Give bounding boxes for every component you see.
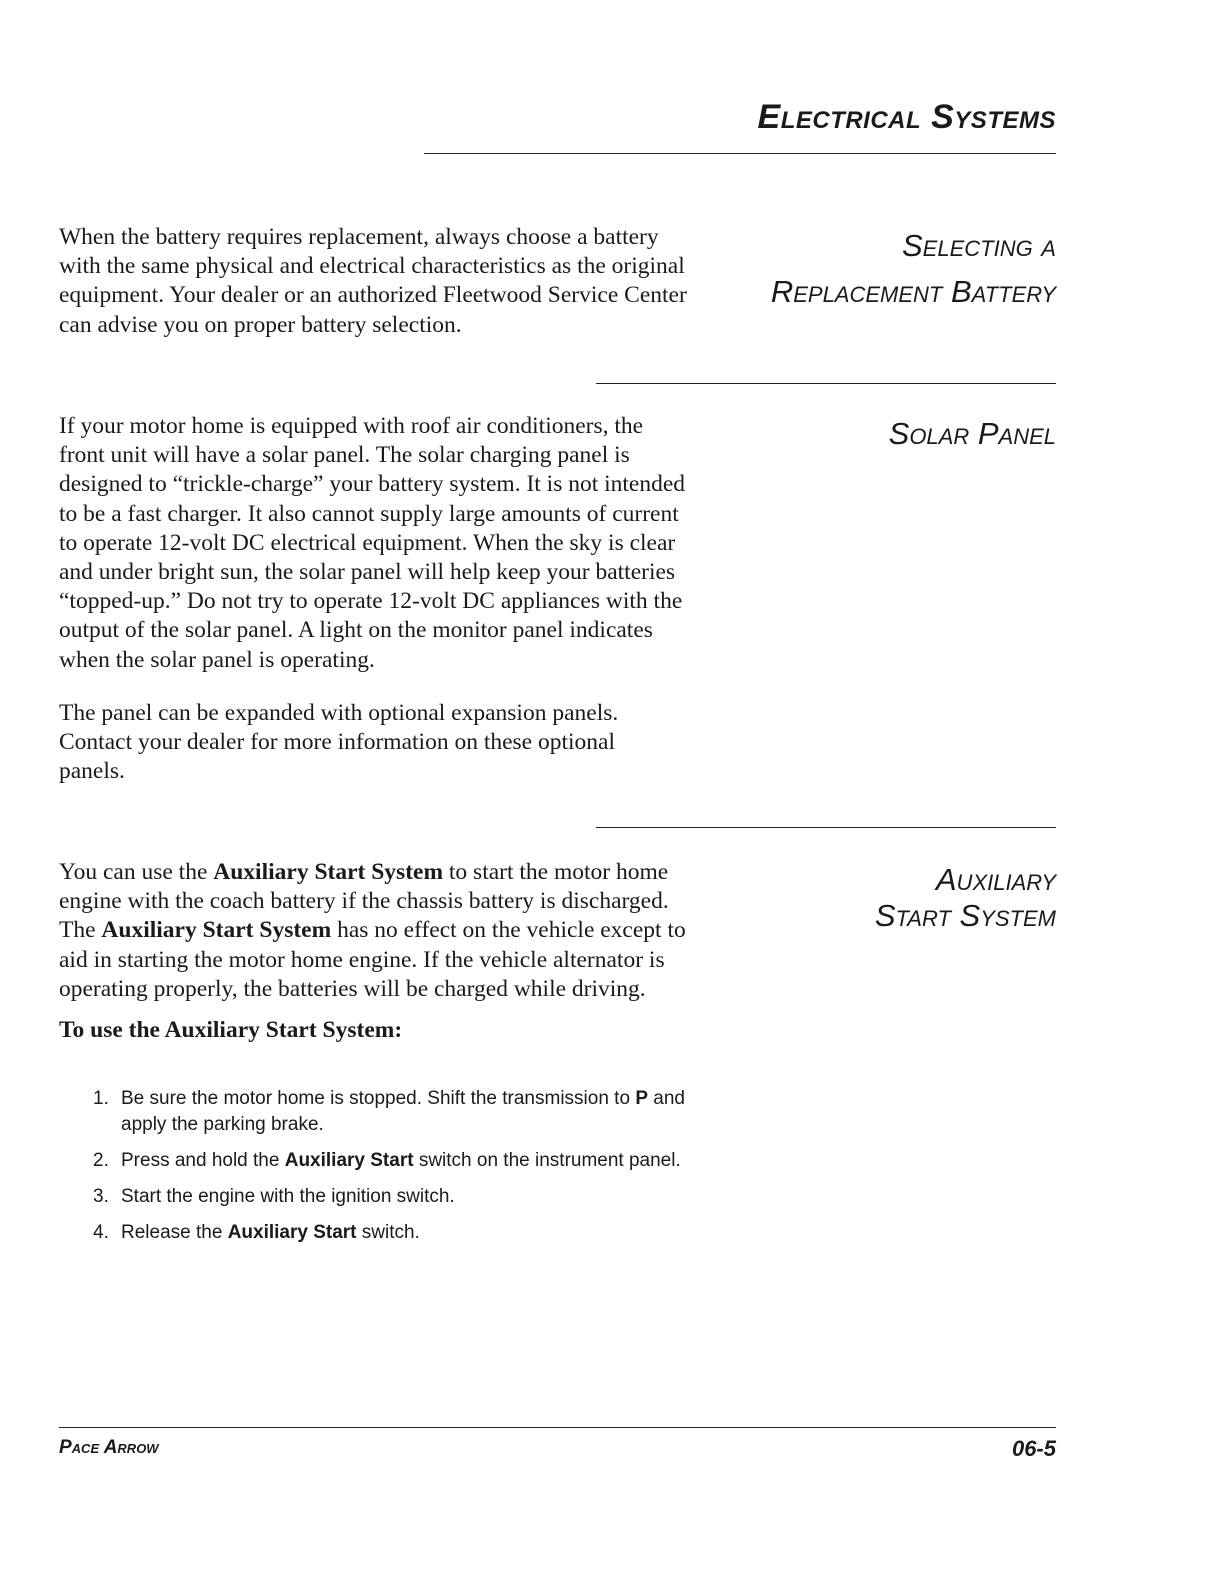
section-divider-2 [596,827,1056,828]
replacement-battery-heading [636,226,1056,312]
auxiliary-start-steps [93,1086,693,1256]
list-item: 2. Press and hold the Auxiliary Start switch on the instrument panel. [93,1150,681,1171]
list-item: 1. Be sure the motor home is stopped. Shift the transmission to P and apply the parking brake. [93,1088,685,1135]
footer-divider [59,1427,1056,1428]
page-title: Electrical Systems [757,98,1056,136]
replacement-battery-heading-line2: Replacement Battery [770,274,1056,309]
replacement-battery-paragraph: When the battery requires replacement, always choose a battery with the same physical and electrical characteristics as the original equipment. Your dealer or an authorized Fleetwood Service Center can advise you on proper battery selection. [59,224,687,338]
section-divider-1 [596,383,1056,384]
auxiliary-start-paragraph: You can use the Auxiliary Start System to start the motor home engine with the coach battery if the chassis battery is discharged. The Auxiliary Start System has no effect on the vehicle except to aid in starting the motor home engine. If the vehicle alternator is operating properly, the batteries will be charged while driving. [59,859,686,1002]
footer-product-name: Pace Arrow [59,1437,159,1458]
auxiliary-start-heading [636,860,1056,936]
list-item: 4. Release the Auxiliary Start switch. [93,1222,420,1243]
auxiliary-start-system-term: Auxiliary Start System [213,859,444,885]
page-number: 06-5 [1011,1436,1056,1461]
replacement-battery-text [59,223,687,340]
solar-panel-paragraph-1: If your motor home is equipped with roof air conditioners, the front unit will have a solar panel. The solar charging panel is designed to “trickle-charge” your battery system. It is not intended to be a fast charger. It also cannot supply large amounts of current to operate 12-volt DC electrical equipment. When the sky is clear and under bright sun, the solar panel will help keep your batteries “topped-up.” Do not try to operate 12-volt DC appliances with the output of the solar panel. A light on the monitor panel indicates when the solar panel is operating. [59,413,686,673]
auxiliary-start-heading-line2: Start System [874,898,1056,933]
auxiliary-start-heading-line1: Auxiliary [935,862,1056,897]
replacement-battery-heading-line1: Selecting a [902,228,1056,263]
list-item: 3. Start the engine with the ignition switch. [93,1186,455,1207]
solar-panel-paragraph-2: The panel can be expanded with optional expansion panels. Contact your dealer for more information on these optional panels. [59,699,619,785]
header-divider [424,153,1056,154]
solar-panel-heading: Solar Panel [888,416,1056,451]
auxiliary-start-subheading: To use the Auxiliary Start System: [59,1017,403,1044]
solar-panel-text [59,412,687,786]
auxiliary-start-system-term: Auxiliary Start System [101,917,332,944]
auxiliary-start-text [59,858,687,1045]
